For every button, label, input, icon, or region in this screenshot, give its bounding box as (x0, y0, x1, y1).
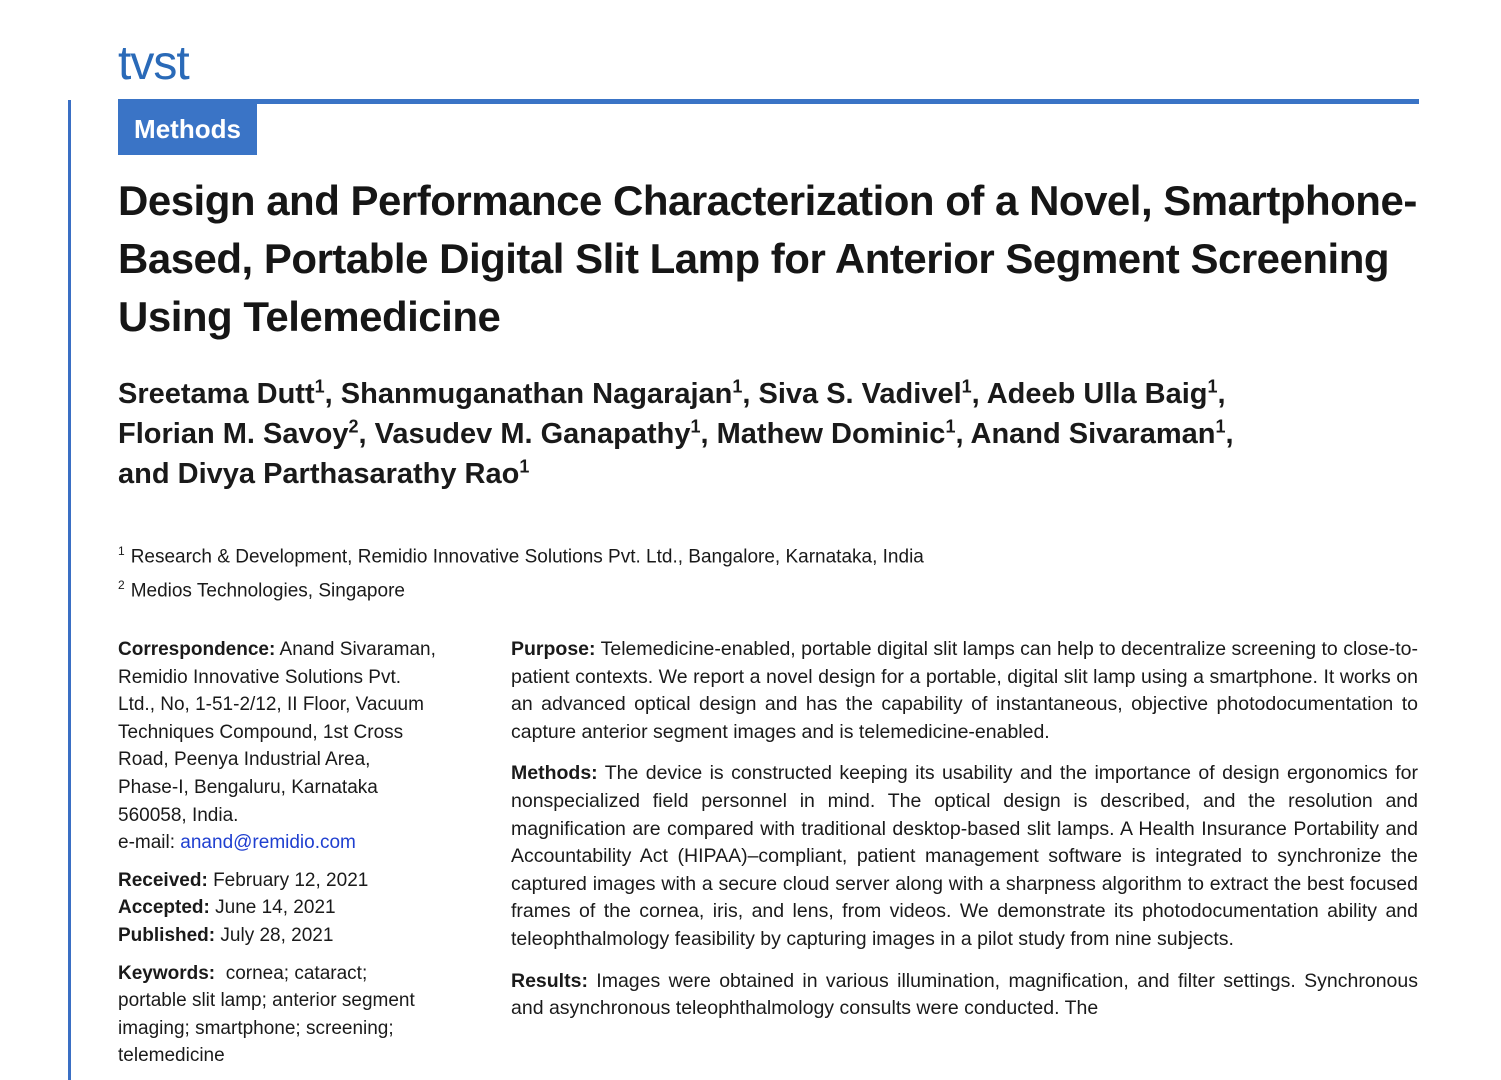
author-name[interactable]: Anand Sivaraman (970, 418, 1216, 450)
author-name[interactable]: Vasudev M. Ganapathy (374, 418, 691, 450)
received-date: February 12, 2021 (213, 869, 369, 891)
keywords (118, 960, 478, 1070)
affiliations (118, 537, 1218, 606)
author-list: Sreetama Dutt$^1$, Shanmuganathan Nagarajan$^1$, Siva S. Vadivel$^1$, Adeeb Ulla Baig$^1$, Florian M. Savoy$^2$, Vasudev M. Ganapathy$^1$, Mathew Dominic$^1$, Anand Sivaraman$^1$, and Divya Parthasarathy Rao$^1$ (118, 376, 1234, 490)
header-rule (118, 99, 1419, 104)
affiliation-text: Medios Technologies, Singapore (130, 580, 405, 602)
purpose-label: Purpose: (511, 638, 596, 660)
article-info-sidebar (118, 636, 478, 1070)
correspondence (118, 636, 478, 857)
affiliation-item (118, 537, 1218, 571)
author-affiliation-mark: 1 (945, 416, 956, 437)
affiliation-text: Research & Development, Remidio Innovative Solutions Pvt. Ltd., Bangalore, Karnataka, India (130, 546, 924, 568)
article-title: Design and Performance Characterization of a Novel, Smartphone-Based, Portable Digital Slit Lamp for Anterior Segment Screening Using Telemedicine (118, 177, 1417, 340)
affiliation-number: 2 (118, 578, 125, 593)
author-name[interactable]: Siva S. Vadivel (758, 378, 962, 410)
published-date: July 28, 2021 (220, 924, 334, 946)
keywords-line: portable slit lamp; anterior segment (118, 990, 415, 1012)
author-affiliation-mark: 1 (732, 376, 743, 397)
methods-text: The device is constructed keeping its usability and the importance of design ergonomics for nonspecialized field personnel in mind. The optical design is described, and the resolution and magnification are compared with traditional desktop-based slit lamps. A Health Insurance Portability and Accountability Act (HIPAA)–compliant, patient management software is integrated to synchronize the captured images with a secure cloud server along with a sharpness algorithm to extract the best focused frames of the cornea, iris, and lens, from videos. We demonstrate its photodocumentation ability and teleophthalmology feasibility by capturing images in a pilot study from nine subjects. (511, 762, 1418, 950)
results-label: Results: (511, 969, 588, 992)
correspondence-line: Phase-I, Bengaluru, Karnataka (118, 776, 378, 798)
correspondence-line: Ltd., No, 1-51-2/12, II Floor, Vacuum (118, 694, 424, 716)
keywords-line: cornea; cataract; (225, 962, 368, 984)
author-affiliation-mark: 1 (961, 376, 972, 397)
author-affiliation-mark: 1 (519, 456, 530, 477)
correspondence-line: Techniques Compound, 1st Cross (118, 721, 404, 743)
results-text: Images were obtained in various illumination, magnification, and filter settings. Synchronous and asynchronous teleophthalmology consults were conducted. The (511, 969, 1418, 1020)
author-affiliation-mark: 1 (314, 376, 325, 397)
abstract-methods (511, 760, 1418, 953)
keywords-line: imaging; smartphone; screening; (118, 1017, 394, 1039)
section-badge: Methods (118, 104, 257, 155)
email-label: e-mail: (118, 832, 176, 854)
correspondence-line: Remidio Innovative Solutions Pvt. (118, 666, 402, 688)
accepted-date: June 14, 2021 (215, 897, 336, 919)
affiliation-number: 1 (118, 544, 125, 558)
email-link[interactable]: anand@remidio.com (180, 832, 356, 854)
author-name[interactable]: Divya Parthasarathy Rao (177, 458, 520, 490)
author-affiliation-mark: 1 (1207, 376, 1218, 397)
correspondence-line: 560058, India. (118, 804, 239, 826)
author-name[interactable]: Shanmuganathan Nagarajan (340, 378, 733, 410)
author-name[interactable]: Mathew Dominic (716, 418, 946, 450)
left-margin-rule (68, 100, 71, 1080)
correspondence-line: Road, Peenya Industrial Area, (118, 749, 371, 771)
author-affiliation-mark: 1 (1215, 416, 1226, 437)
correspondence-name: Anand Sivaraman, (279, 639, 436, 660)
affiliation-item (118, 571, 1218, 605)
journal-logo: tvst (118, 37, 189, 90)
article-dates (118, 867, 478, 950)
abstract (511, 636, 1418, 1037)
author-affiliation-mark: 2 (348, 416, 359, 437)
methods-label: Methods: (511, 762, 598, 785)
keywords-line: telemedicine (118, 1045, 225, 1067)
author-name[interactable]: Florian M. Savoy (118, 418, 349, 450)
author-affiliation-mark: 1 (690, 416, 701, 437)
received-label: Received: (118, 869, 208, 891)
author-name[interactable]: Adeeb Ulla Baig (986, 378, 1208, 410)
published-label: Published: (118, 924, 216, 946)
correspondence-label: Correspondence: (118, 639, 276, 660)
author-name[interactable]: Sreetama Dutt (118, 378, 315, 410)
purpose-text: Telemedicine-enabled, portable digital slit lamps can help to decentralize screening to close-to-patient contexts. We report a novel design for a portable, digital slit lamp using a smartphone. It works on an advanced optical design and has the capability of instantaneous, objective photodocumentation to capture anterior segment images and is telemedicine-enabled. (511, 638, 1418, 743)
keywords-label: Keywords: (118, 962, 216, 984)
abstract-purpose (511, 636, 1418, 746)
accepted-label: Accepted: (118, 897, 210, 919)
abstract-results (511, 968, 1418, 1023)
